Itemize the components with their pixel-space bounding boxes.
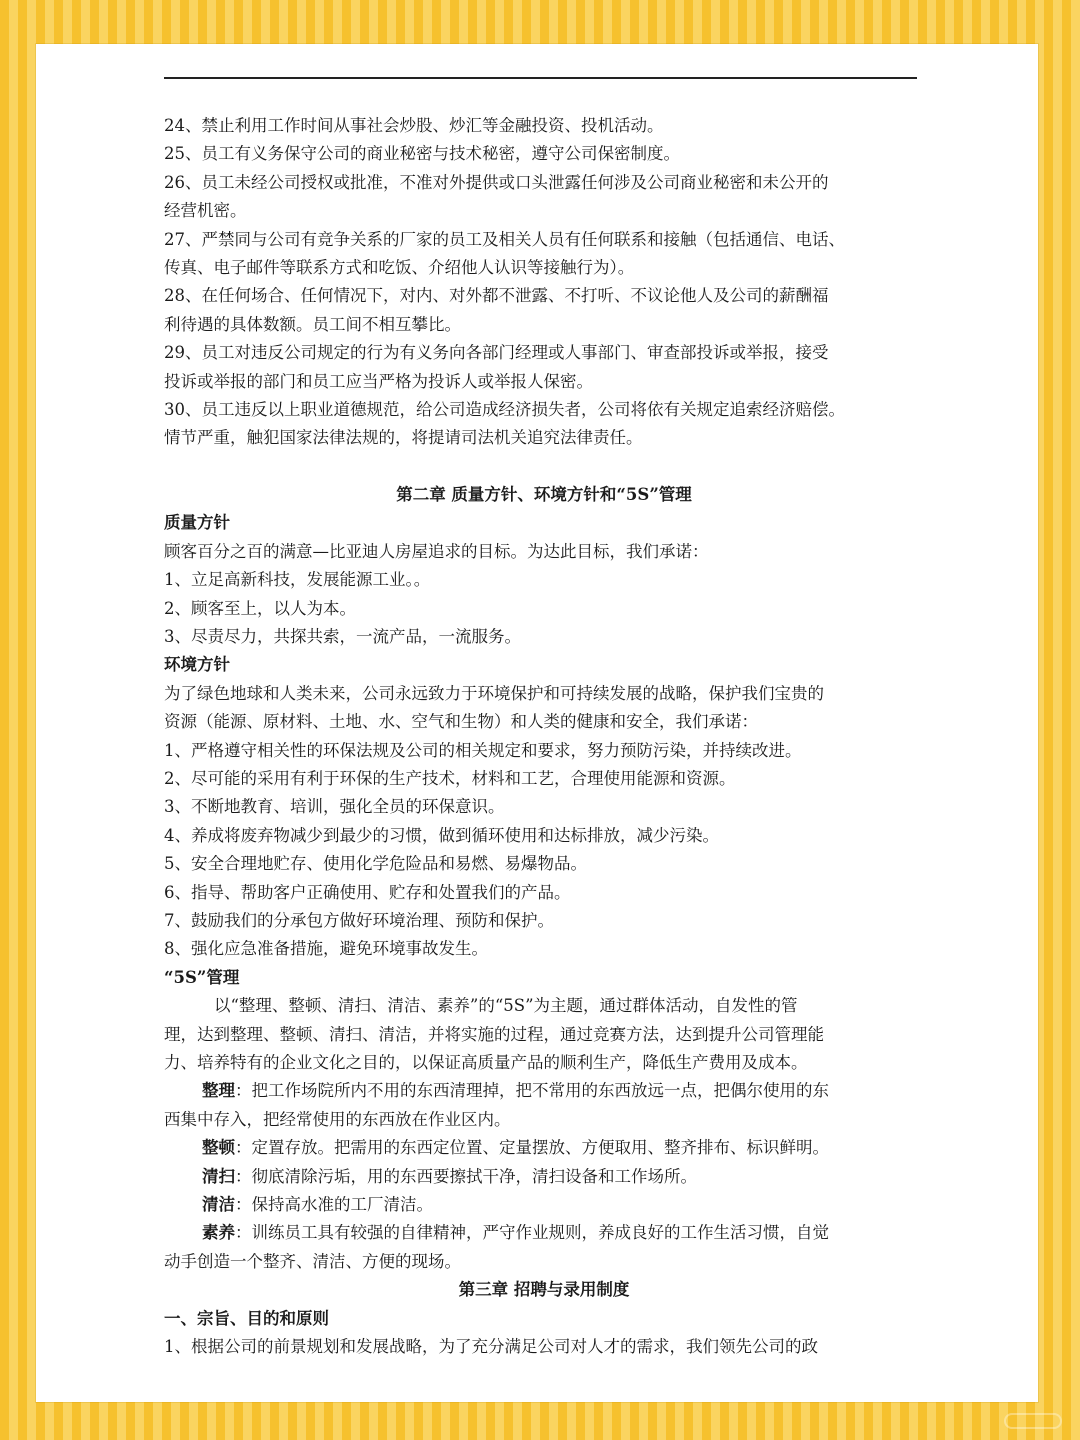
- rule-line: 传真、电子邮件等联系方式和吃饭、介绍他人认识等接触行为）。: [164, 258, 635, 278]
- 5s-item-cont: 西集中存入，把经常使用的东西放在作业区内。: [164, 1109, 511, 1129]
- 5s-item-label: 整顿: [202, 1138, 235, 1158]
- rule-line: 27、严禁同与公司有竞争关系的厂家的员工及相关人员有任何联系和接触（包括通信、电话、: [164, 229, 845, 249]
- quality-item: 1、立足高新科技，发展能源工业。。: [164, 570, 431, 590]
- env-item: 3、不断地教育、培训，强化全员的环保意识。: [164, 797, 505, 817]
- rule-line: 24、禁止利用工作时间从事社会炒股、炒汇等金融投资、投机活动。: [164, 116, 664, 135]
- env-intro-line: 为了绿色地球和人类未来，公司永远致力于环境保护和可持续发展的战略，保护我们宝贵的: [164, 683, 824, 703]
- env-item: 7、鼓励我们的分承包方做好环境治理、预防和保护。: [164, 910, 554, 930]
- rule-line: 28、在任何场合、任何情况下，对内、对外都不泄露、不打听、不议论他人及公司的薪酬福: [164, 286, 829, 306]
- 5s-item-label: 清扫: [202, 1166, 235, 1186]
- 5s-item-text: ：定置存放。把需用的东西定位置、定量摆放、方便取用、整齐排布、标识鲜明。: [235, 1138, 829, 1158]
- env-item: 8、强化应急准备措施，避免环境事故发生。: [164, 939, 488, 959]
- watermark-icon: [1004, 1410, 1062, 1432]
- env-heading: 环境方针: [164, 655, 230, 675]
- section-1-line: 1、根据公司的前景规划和发展战略，为了充分满足公司对人才的需求，我们领先公司的政: [164, 1337, 818, 1357]
- 5s-intro-line: 理，达到整理、整顿、清扫、清洁，并将实施的过程，通过竞赛方法，达到提升公司管理能: [164, 1024, 824, 1044]
- env-item: 6、指导、帮助客户正确使用、贮存和处置我们的产品。: [164, 882, 571, 902]
- 5s-item-cont: 动手创造一个整齐、清洁、方便的现场。: [164, 1251, 461, 1271]
- 5s-item-seiri: [164, 1077, 924, 1105]
- section-1-heading: 一、宗旨、目的和原则: [164, 1308, 329, 1328]
- rule-line: 25、员工有义务保守公司的商业秘密与技术秘密，遵守公司保密制度。: [164, 144, 680, 164]
- 5s-item-text: ：彻底清除污垢，用的东西要擦拭干净，清扫设备和工作场所。: [235, 1166, 697, 1186]
- rule-line: 30、员工违反以上职业道德规范，给公司造成经济损失者，公司将依有关规定追索经济赔偿。: [164, 400, 845, 420]
- rule-line: 情节严重，触犯国家法律法规的，将提请司法机关追究法律责任。: [164, 428, 643, 448]
- chapter-2-title: 第二章 质量方针、环境方针和“5S”管理: [396, 484, 692, 504]
- rule-line: 29、员工对违反公司规定的行为有义务向各部门经理或人事部门、审查部投诉或举报，接受: [164, 343, 829, 363]
- 5s-intro-line: 力、培养特有的企业文化之目的，以保证高质量产品的顺利生产，降低生产费用及成本。: [164, 1053, 808, 1072]
- quality-item: 2、顾客至上，以人为本。: [164, 598, 356, 618]
- header-rule: [164, 77, 917, 79]
- document-body: [164, 112, 924, 1361]
- 5s-item-text: ：保持高水准的工厂清洁。: [235, 1195, 433, 1215]
- rule-line: 26、员工未经公司授权或批准，不准对外提供或口头泄露任何涉及公司商业秘密和未公开的: [164, 172, 829, 192]
- env-item: 5、安全合理地贮存、使用化学危险品和易燃、易爆物品。: [164, 854, 587, 874]
- rule-line: 利待遇的具体数额。员工间不相互攀比。: [164, 314, 461, 334]
- 5s-item-seiketsu: [164, 1191, 924, 1219]
- env-intro-line: 资源（能源、原材料、土地、水、空气和生物）和人类的健康和安全，我们承诺：: [164, 712, 758, 732]
- 5s-item-seiso: [164, 1163, 924, 1191]
- quality-heading: 质量方针: [164, 513, 230, 533]
- 5s-item-label: 整理: [202, 1081, 235, 1101]
- document-page: [36, 44, 1038, 1402]
- 5s-item-text: ：把工作场院所内不用的东西清理掉，把不常用的东西放远一点，把偶尔使用的东: [235, 1081, 829, 1101]
- quality-intro: 顾客百分之百的满意—比亚迪人房屋追求的目标。为达此目标，我们承诺：: [164, 541, 709, 561]
- env-item: 4、养成将废弃物减少到最少的习惯，做到循环使用和达标排放，减少污染。: [164, 825, 719, 845]
- env-item: 2、尽可能的采用有利于环保的生产技术，材料和工艺，合理使用能源和资源。: [164, 768, 736, 788]
- rule-line: 投诉或举报的部门和员工应当严格为投诉人或举报人保密。: [164, 371, 593, 391]
- chapter-3-title: 第三章 招聘与录用制度: [458, 1280, 630, 1300]
- 5s-item-shitsuke: [164, 1219, 924, 1247]
- quality-item: 3、尽责尽力，共探共索，一流产品，一流服务。: [164, 626, 521, 646]
- 5s-item-seiton: [164, 1134, 924, 1162]
- 5s-item-label: 素养: [202, 1223, 235, 1243]
- 5s-item-label: 清洁: [202, 1195, 235, 1215]
- env-item: 1、严格遵守相关性的环保法规及公司的相关规定和要求，努力预防污染，并持续改进。: [164, 740, 802, 760]
- rule-line: 经营机密。: [164, 201, 247, 221]
- 5s-intro-line: 以“整理、整顿、清扫、清洁、素养”的“5S”为主题，通过群体活动，自发性的管: [214, 996, 798, 1016]
- 5s-heading: “5S”管理: [164, 967, 240, 987]
- 5s-item-text: ：训练员工具有较强的自律精神，严守作业规则，养成良好的工作生活习惯，自觉: [235, 1223, 829, 1243]
